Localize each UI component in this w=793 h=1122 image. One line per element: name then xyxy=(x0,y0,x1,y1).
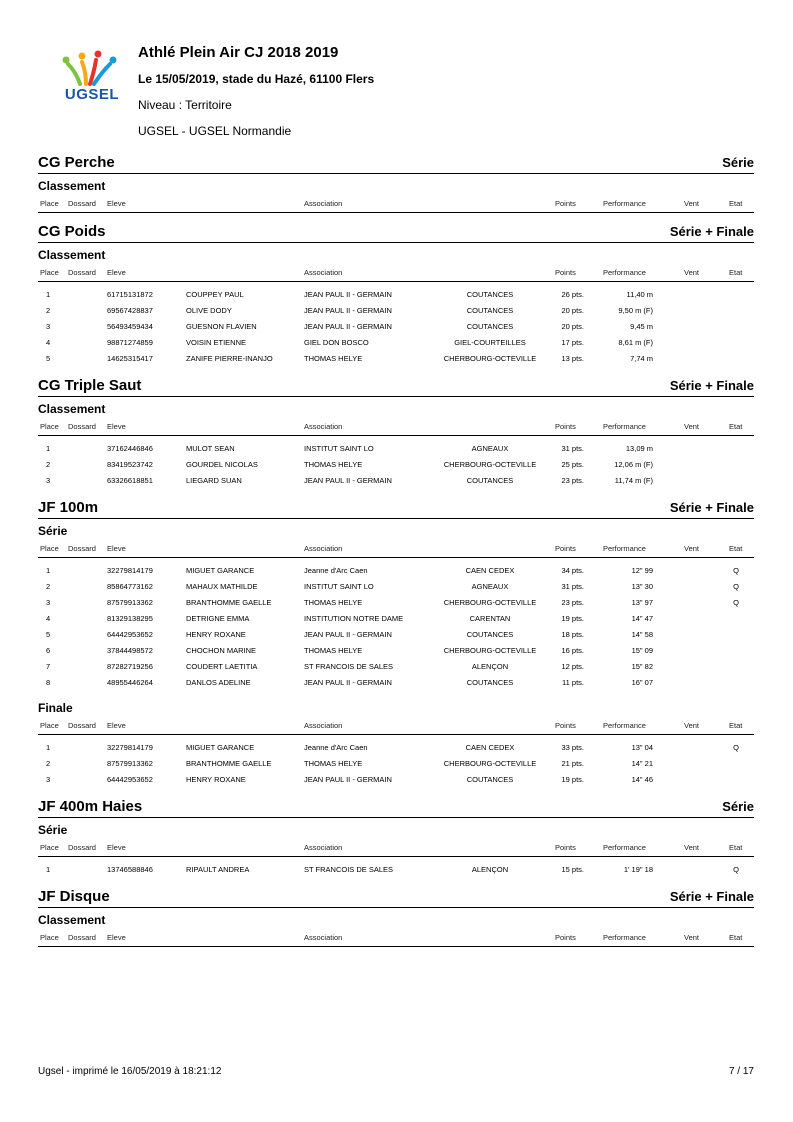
column-header-vent: Vent xyxy=(684,544,700,553)
column-header-etat: Etat xyxy=(729,544,743,553)
cell-athlete-name: GUESNON FLAVIEN xyxy=(186,322,257,331)
event-title: CG Poids xyxy=(38,223,106,240)
cell-points: 13 pts. xyxy=(561,354,584,363)
cell-place: 3 xyxy=(46,476,51,485)
cell-place: 3 xyxy=(46,322,51,331)
event-title: JF 100m xyxy=(38,499,99,516)
column-header-dossard: Dossard xyxy=(68,933,96,942)
cell-association: JEAN PAUL II - GERMAIN xyxy=(304,322,392,331)
column-header-row xyxy=(38,839,754,857)
cell-association: THOMAS HELYE xyxy=(304,646,363,655)
cell-performance: 7,74 m xyxy=(630,354,653,363)
cell-place: 7 xyxy=(46,662,51,671)
column-header-place: Place xyxy=(40,544,59,553)
column-header-row xyxy=(38,540,754,558)
cell-points: 17 pts. xyxy=(561,338,584,347)
column-header-vent: Vent xyxy=(684,933,700,942)
column-header-eleve: Eleve xyxy=(107,268,126,277)
table-row xyxy=(38,611,754,627)
page-number: 7 / 17 xyxy=(728,1066,754,1077)
cell-place: 1 xyxy=(46,743,51,752)
cell-dossard: 37162446846 xyxy=(107,444,153,453)
competition-date-place: Le 15/05/2019, stade du Hazé, 61100 Flers xyxy=(138,72,375,86)
cell-dossard: 87579913362 xyxy=(107,759,153,768)
cell-association: JEAN PAUL II - GERMAIN xyxy=(304,775,392,784)
column-header-eleve: Eleve xyxy=(107,933,126,942)
table-row xyxy=(38,303,754,319)
cell-athlete-name: GOURDEL NICOLAS xyxy=(186,460,258,469)
cell-performance: 16" 07 xyxy=(631,678,653,687)
cell-city: COUTANCES xyxy=(466,678,514,687)
cell-association: THOMAS HELYE xyxy=(304,759,363,768)
cell-points: 12 pts. xyxy=(561,662,584,671)
column-header-association: Association xyxy=(304,721,343,730)
column-header-row xyxy=(38,929,754,947)
cell-performance: 14" 58 xyxy=(631,630,653,639)
cell-place: 3 xyxy=(46,598,51,607)
cell-points: 25 pts. xyxy=(561,460,584,469)
cell-place: 5 xyxy=(46,630,51,639)
cell-athlete-name: DETRIGNE EMMA xyxy=(186,614,250,623)
table-row xyxy=(38,473,754,489)
event-title: CG Triple Saut xyxy=(38,377,142,394)
column-header-dossard: Dossard xyxy=(68,268,96,277)
table-row xyxy=(38,659,754,675)
cell-athlete-name: MULOT SEAN xyxy=(186,444,235,453)
cell-dossard: 69567428837 xyxy=(107,306,153,315)
cell-points: 19 pts. xyxy=(561,614,584,623)
cell-place: 1 xyxy=(46,444,51,453)
cell-association: Jeanne d'Arc Caen xyxy=(304,743,368,752)
table-row xyxy=(38,579,754,595)
column-header-performance: Performance xyxy=(603,199,646,208)
print-timestamp: Ugsel - imprimé le 16/05/2019 à 18:21:12 xyxy=(38,1066,222,1077)
cell-performance: 12,06 m (F) xyxy=(614,460,653,469)
cell-place: 1 xyxy=(46,290,51,299)
event-type: Série + Finale xyxy=(669,889,754,904)
table-row xyxy=(38,756,754,772)
competition-level: Niveau : Territoire xyxy=(138,98,232,112)
cell-place: 3 xyxy=(46,775,51,784)
column-header-place: Place xyxy=(40,268,59,277)
cell-performance: 11,40 m xyxy=(626,290,653,299)
cell-etat: Q xyxy=(733,865,739,874)
cell-athlete-name: LIEGARD SUAN xyxy=(186,476,242,485)
cell-athlete-name: MIGUET GARANCE xyxy=(186,743,255,752)
cell-dossard: 37844498572 xyxy=(107,646,153,655)
event-section xyxy=(38,221,754,367)
event-type: Série + Finale xyxy=(669,500,754,515)
event-title: JF 400m Haies xyxy=(38,798,143,815)
cell-association: JEAN PAUL II - GERMAIN xyxy=(304,476,392,485)
event-type: Série xyxy=(722,155,754,170)
cell-city: CHERBOURG-OCTEVILLE xyxy=(443,759,537,768)
cell-athlete-name: HENRY ROXANE xyxy=(186,630,246,639)
cell-points: 16 pts. xyxy=(561,646,584,655)
cell-points: 34 pts. xyxy=(561,566,584,575)
cell-dossard: 14625315417 xyxy=(107,354,153,363)
cell-association: ST FRANCOIS DE SALES xyxy=(304,865,394,874)
event-section xyxy=(38,886,754,947)
column-header-association: Association xyxy=(304,422,343,431)
cell-athlete-name: CHOCHON MARINE xyxy=(186,646,257,655)
column-header-eleve: Eleve xyxy=(107,721,126,730)
ranking-block-title: Classement xyxy=(38,402,106,416)
cell-points: 23 pts. xyxy=(561,476,584,485)
cell-athlete-name: COUDERT LAETITIA xyxy=(186,662,258,671)
cell-city: COUTANCES xyxy=(466,630,514,639)
cell-association: THOMAS HELYE xyxy=(304,598,363,607)
cell-dossard: 87282719256 xyxy=(107,662,153,671)
column-header-place: Place xyxy=(40,199,59,208)
column-header-dossard: Dossard xyxy=(68,721,96,730)
table-row xyxy=(38,740,754,756)
cell-etat: Q xyxy=(733,598,739,607)
cell-points: 19 pts. xyxy=(561,775,584,784)
cell-place: 2 xyxy=(46,306,51,315)
cell-etat: Q xyxy=(733,582,739,591)
table-row xyxy=(38,643,754,659)
cell-dossard: 13746588846 xyxy=(107,865,153,874)
cell-dossard: 64442953652 xyxy=(107,775,153,784)
cell-athlete-name: MIGUET GARANCE xyxy=(186,566,255,575)
cell-performance: 8,61 m (F) xyxy=(618,338,653,347)
column-header-eleve: Eleve xyxy=(107,843,126,852)
cell-points: 20 pts. xyxy=(561,322,584,331)
event-title: JF Disque xyxy=(38,888,110,905)
column-header-performance: Performance xyxy=(603,933,646,942)
cell-performance: 14" 21 xyxy=(631,759,653,768)
ranking-block-title: Série xyxy=(38,524,68,538)
column-header-etat: Etat xyxy=(729,268,743,277)
cell-association: JEAN PAUL II - GERMAIN xyxy=(304,290,392,299)
competition-organizer: UGSEL - UGSEL Normandie xyxy=(138,124,292,138)
column-header-place: Place xyxy=(40,422,59,431)
cell-association: THOMAS HELYE xyxy=(304,460,363,469)
column-header-eleve: Eleve xyxy=(107,422,126,431)
event-title: CG Perche xyxy=(38,154,115,171)
column-header-vent: Vent xyxy=(684,721,700,730)
page-footer xyxy=(38,1066,754,1077)
column-header-etat: Etat xyxy=(729,721,743,730)
cell-city: CHERBOURG-OCTEVILLE xyxy=(443,354,537,363)
ugsel-logo-text: UGSEL xyxy=(64,86,120,103)
cell-performance: 14" 46 xyxy=(631,775,653,784)
cell-performance: 15" 82 xyxy=(631,662,653,671)
cell-dossard: 81329138295 xyxy=(107,614,153,623)
cell-athlete-name: COUPPEY PAUL xyxy=(186,290,244,299)
column-header-performance: Performance xyxy=(603,422,646,431)
column-header-vent: Vent xyxy=(684,199,700,208)
ugsel-figures-icon xyxy=(56,50,128,86)
ranking-block-title: Série xyxy=(38,823,68,837)
ranking-block-title: Classement xyxy=(38,248,106,262)
event-header xyxy=(38,221,754,243)
cell-place: 6 xyxy=(46,646,51,655)
cell-points: 31 pts. xyxy=(561,444,584,453)
column-header-points: Points xyxy=(555,843,576,852)
column-header-row xyxy=(38,717,754,735)
column-header-vent: Vent xyxy=(684,268,700,277)
event-section xyxy=(38,375,754,489)
results-table-body xyxy=(38,282,754,367)
cell-performance: 13" 97 xyxy=(631,598,653,607)
cell-performance: 13" 30 xyxy=(631,582,653,591)
table-row xyxy=(38,441,754,457)
cell-points: 23 pts. xyxy=(561,598,584,607)
cell-dossard: 56493459434 xyxy=(107,322,153,331)
cell-association: Jeanne d'Arc Caen xyxy=(304,566,368,575)
cell-dossard: 32279814179 xyxy=(107,743,153,752)
cell-city: COUTANCES xyxy=(466,476,514,485)
cell-dossard: 85864773162 xyxy=(107,582,153,591)
column-header-etat: Etat xyxy=(729,199,743,208)
column-header-performance: Performance xyxy=(603,721,646,730)
column-header-eleve: Eleve xyxy=(107,544,126,553)
column-header-association: Association xyxy=(304,268,343,277)
cell-city: CARENTAN xyxy=(469,614,511,623)
ranking-block-title: Classement xyxy=(38,913,106,927)
cell-city: CAEN CEDEX xyxy=(465,566,515,575)
cell-performance: 1' 19" 18 xyxy=(623,865,653,874)
cell-place: 4 xyxy=(46,614,51,623)
cell-city: COUTANCES xyxy=(466,322,514,331)
cell-performance: 11,74 m (F) xyxy=(614,476,653,485)
column-header-association: Association xyxy=(304,843,343,852)
cell-city: AGNEAUX xyxy=(471,444,509,453)
cell-city: COUTANCES xyxy=(466,306,514,315)
cell-place: 2 xyxy=(46,759,51,768)
event-header xyxy=(38,886,754,908)
cell-performance: 14" 47 xyxy=(631,614,653,623)
cell-points: 15 pts. xyxy=(561,865,584,874)
cell-place: 4 xyxy=(46,338,51,347)
cell-city: CHERBOURG-OCTEVILLE xyxy=(443,646,537,655)
cell-city: GIEL-COURTEILLES xyxy=(454,338,526,347)
cell-performance: 13,09 m xyxy=(625,444,653,453)
results-table-body xyxy=(38,857,754,878)
event-header xyxy=(38,152,754,174)
cell-dossard: 63326618851 xyxy=(107,476,153,485)
cell-association: INSTITUTION NOTRE DAME xyxy=(304,614,404,623)
column-header-etat: Etat xyxy=(729,843,743,852)
cell-dossard: 98871274859 xyxy=(107,338,153,347)
column-header-performance: Performance xyxy=(603,544,646,553)
ranking-block-title: Classement xyxy=(38,179,106,193)
column-header-points: Points xyxy=(555,544,576,553)
cell-association: ST FRANCOIS DE SALES xyxy=(304,662,394,671)
cell-place: 1 xyxy=(46,566,51,575)
cell-city: ALENÇON xyxy=(471,865,509,874)
cell-place: 5 xyxy=(46,354,51,363)
cell-association: INSTITUT SAINT LO xyxy=(304,444,374,453)
cell-association: JEAN PAUL II - GERMAIN xyxy=(304,678,392,687)
column-header-vent: Vent xyxy=(684,422,700,431)
cell-city: AGNEAUX xyxy=(471,582,509,591)
event-section xyxy=(38,796,754,878)
cell-performance: 13" 04 xyxy=(631,743,653,752)
cell-dossard: 61715131872 xyxy=(107,290,153,299)
event-header xyxy=(38,796,754,818)
column-header-points: Points xyxy=(555,933,576,942)
cell-city: CHERBOURG-OCTEVILLE xyxy=(443,460,537,469)
column-header-row xyxy=(38,418,754,436)
cell-association: INSTITUT SAINT LO xyxy=(304,582,374,591)
table-row xyxy=(38,457,754,473)
cell-etat: Q xyxy=(733,566,739,575)
cell-performance: 15" 09 xyxy=(631,646,653,655)
column-header-dossard: Dossard xyxy=(68,843,96,852)
column-header-points: Points xyxy=(555,199,576,208)
table-row xyxy=(38,862,754,878)
document-header xyxy=(0,0,793,150)
cell-association: JEAN PAUL II - GERMAIN xyxy=(304,306,392,315)
cell-etat: Q xyxy=(733,743,739,752)
cell-performance: 9,50 m (F) xyxy=(618,306,653,315)
results-table-body xyxy=(38,735,754,788)
event-type: Série xyxy=(722,799,754,814)
cell-athlete-name: HENRY ROXANE xyxy=(186,775,246,784)
cell-points: 26 pts. xyxy=(561,290,584,299)
column-header-eleve: Eleve xyxy=(107,199,126,208)
column-header-etat: Etat xyxy=(729,422,743,431)
event-header xyxy=(38,375,754,397)
cell-dossard: 48955446264 xyxy=(107,678,153,687)
column-header-row xyxy=(38,264,754,282)
column-header-dossard: Dossard xyxy=(68,544,96,553)
cell-place: 2 xyxy=(46,582,51,591)
column-header-place: Place xyxy=(40,843,59,852)
cell-athlete-name: DANLOS ADELINE xyxy=(186,678,251,687)
event-header xyxy=(38,497,754,519)
column-header-points: Points xyxy=(555,721,576,730)
column-header-points: Points xyxy=(555,268,576,277)
column-header-performance: Performance xyxy=(603,843,646,852)
table-row xyxy=(38,563,754,579)
event-type: Série + Finale xyxy=(669,224,754,239)
event-section xyxy=(38,497,754,788)
column-header-etat: Etat xyxy=(729,933,743,942)
results-content xyxy=(38,152,754,947)
column-header-performance: Performance xyxy=(603,268,646,277)
cell-athlete-name: BRANTHOMME GAELLE xyxy=(186,759,272,768)
cell-place: 8 xyxy=(46,678,51,687)
table-row xyxy=(38,675,754,691)
ugsel-logo xyxy=(56,50,128,106)
column-header-place: Place xyxy=(40,721,59,730)
cell-city: COUTANCES xyxy=(466,290,514,299)
column-header-place: Place xyxy=(40,933,59,942)
cell-athlete-name: RIPAULT ANDREA xyxy=(186,865,250,874)
cell-points: 20 pts. xyxy=(561,306,584,315)
cell-city: CAEN CEDEX xyxy=(465,743,515,752)
table-row xyxy=(38,287,754,303)
table-row xyxy=(38,595,754,611)
cell-dossard: 87579913362 xyxy=(107,598,153,607)
results-table-body xyxy=(38,558,754,691)
cell-athlete-name: OLIVE DODY xyxy=(186,306,232,315)
cell-athlete-name: ZANIFE PIERRE-INANJO xyxy=(186,354,273,363)
results-table-body xyxy=(38,436,754,489)
competition-title: Athlé Plein Air CJ 2018 2019 xyxy=(138,44,339,61)
column-header-association: Association xyxy=(304,544,343,553)
cell-points: 31 pts. xyxy=(561,582,584,591)
cell-points: 33 pts. xyxy=(561,743,584,752)
cell-dossard: 83419523742 xyxy=(107,460,153,469)
cell-association: JEAN PAUL II - GERMAIN xyxy=(304,630,392,639)
cell-points: 11 pts. xyxy=(562,678,584,687)
ranking-block-title: Finale xyxy=(38,701,73,715)
cell-association: THOMAS HELYE xyxy=(304,354,363,363)
column-header-dossard: Dossard xyxy=(68,199,96,208)
table-row xyxy=(38,319,754,335)
table-row xyxy=(38,351,754,367)
cell-dossard: 32279814179 xyxy=(107,566,153,575)
column-header-points: Points xyxy=(555,422,576,431)
column-header-association: Association xyxy=(304,933,343,942)
table-row xyxy=(38,335,754,351)
cell-place: 2 xyxy=(46,460,51,469)
table-row xyxy=(38,772,754,788)
event-type: Série + Finale xyxy=(669,378,754,393)
cell-dossard: 64442953652 xyxy=(107,630,153,639)
cell-city: COUTANCES xyxy=(466,775,514,784)
cell-place: 1 xyxy=(46,865,51,874)
cell-city: ALENÇON xyxy=(471,662,509,671)
table-row xyxy=(38,627,754,643)
cell-performance: 9,45 m xyxy=(630,322,653,331)
cell-association: GIEL DON BOSCO xyxy=(304,338,369,347)
column-header-association: Association xyxy=(304,199,343,208)
cell-performance: 12" 99 xyxy=(631,566,653,575)
event-section xyxy=(38,152,754,213)
column-header-dossard: Dossard xyxy=(68,422,96,431)
cell-points: 21 pts. xyxy=(561,759,584,768)
cell-athlete-name: VOISIN ETIENNE xyxy=(186,338,247,347)
cell-city: CHERBOURG-OCTEVILLE xyxy=(443,598,537,607)
column-header-row xyxy=(38,195,754,213)
cell-points: 18 pts. xyxy=(561,630,584,639)
column-header-vent: Vent xyxy=(684,843,700,852)
cell-athlete-name: BRANTHOMME GAELLE xyxy=(186,598,272,607)
cell-athlete-name: MAHAUX MATHILDE xyxy=(186,582,258,591)
